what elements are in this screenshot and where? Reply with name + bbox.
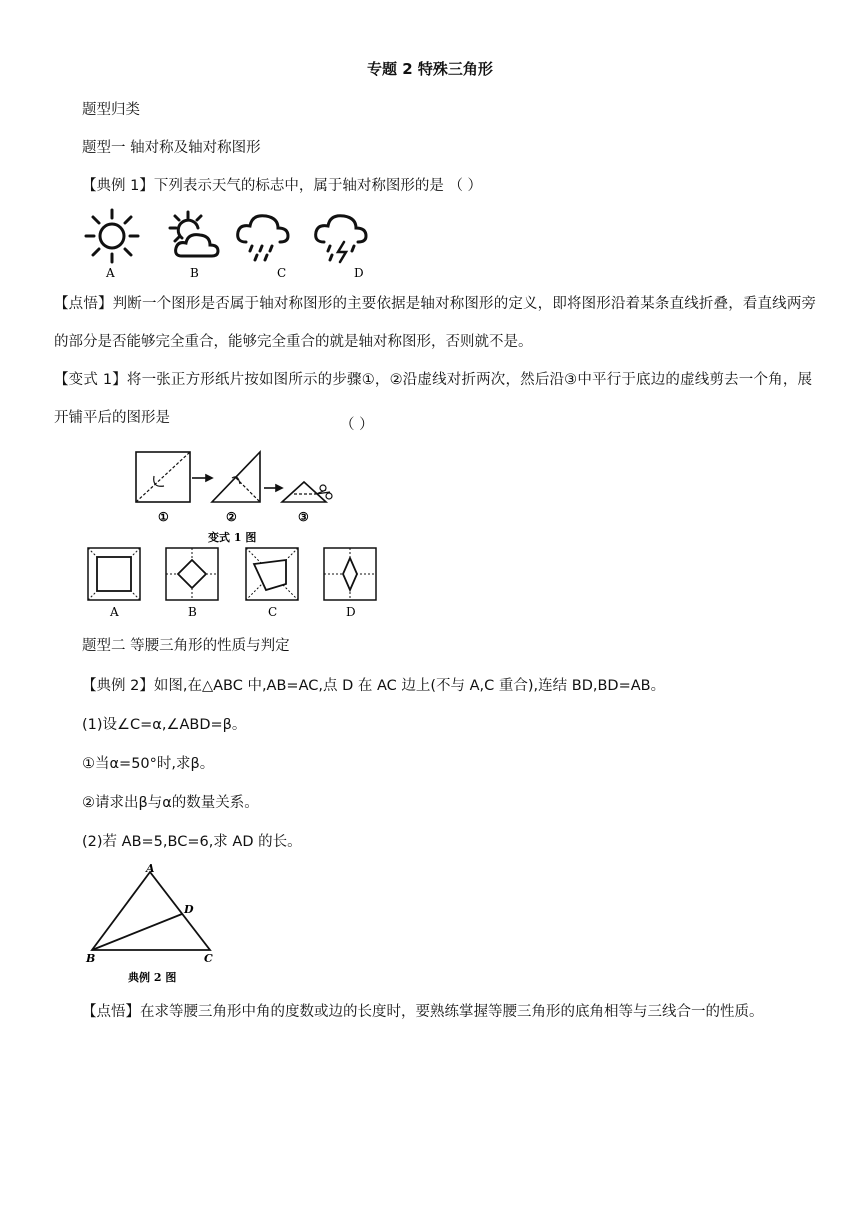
option-b-label: B [190,266,199,280]
example1-text: 【典例 1】下列表示天气的标志中，属于轴对称图形的是 （ ） [82,178,483,194]
example2-text: 【典例 2】如图,在△ABC 中,AB=AC,点 D 在 AC 边上(不与 A,C 重合),连结 BD,BD=AB。 [82,678,666,694]
unfold-c-label: C [268,605,278,619]
fold-steps-figure [130,448,340,544]
unfold-option-a [88,548,140,600]
sun-icon [86,210,138,262]
point-d-label: D [184,903,194,916]
option-a-label: A [106,266,115,280]
fold-step1-label: ① [158,510,169,524]
variant1-text: 【变式 1】将一张正方形纸片按如图所示的步骤①，②沿虚线对折两次，然后沿③中平行于底边的虚线剪去一个角，展开铺平后的图形是 [54,372,812,426]
point-a-label: A [146,862,155,875]
option-c-label: C [277,266,287,280]
unfold-a-label: A [110,605,119,619]
topic2-heading: 题型二 等腰三角形的性质与判定 [82,638,290,654]
thunderstorm-icon [316,216,366,262]
fold-step3-label: ③ [298,510,309,524]
page-title: 专题 2 特殊三角形 [367,60,493,78]
rain-cloud-icon [238,216,288,260]
unfold-option-b [166,548,218,600]
unfold-b-label: B [188,605,197,619]
triangle-figure [82,864,222,986]
unfold-options-figure [86,546,380,622]
option-d-label: D [354,266,364,280]
unfold-option-d [324,548,376,600]
fold-figure-caption: 变式 1 图 [208,531,257,544]
variant1-answer-paren: （ ） [340,417,374,433]
insight1-text: 【点悟】判断一个图形是否属于轴对称图形的主要依据是轴对称图形的定义，即将图形沿着某条直线折叠，看直线两旁的部分是否能够完全重合，能够完全重合的就是轴对称图形，否则就不是。 [54,296,816,350]
question1-text: (1)设∠C=α,∠ABD=β。 [82,717,247,733]
question1b-text: ②请求出β与α的数量关系。 [82,795,259,811]
unfold-d-label: D [346,605,356,619]
question1a-text: ①当α=50°时,求β。 [82,756,215,772]
triangle-caption: 典例 2 图 [128,971,177,984]
topic1-heading: 题型一 轴对称及轴对称图形 [82,140,261,156]
insight2-text: 【点悟】在求等腰三角形中角的度数或边的长度时，要熟练掌握等腰三角形的底角相等与三线合一的性质。 [82,1004,764,1020]
point-c-label: C [204,952,213,965]
question2-text: (2)若 AB=5,BC=6,求 AD 的长。 [82,834,302,850]
unfold-option-c [246,548,298,600]
fold-step2-label: ② [226,510,237,524]
point-b-label: B [86,952,96,965]
weather-options-figure [84,208,394,280]
section-heading: 题型归类 [82,102,140,118]
sun-cloud-icon [170,212,218,256]
